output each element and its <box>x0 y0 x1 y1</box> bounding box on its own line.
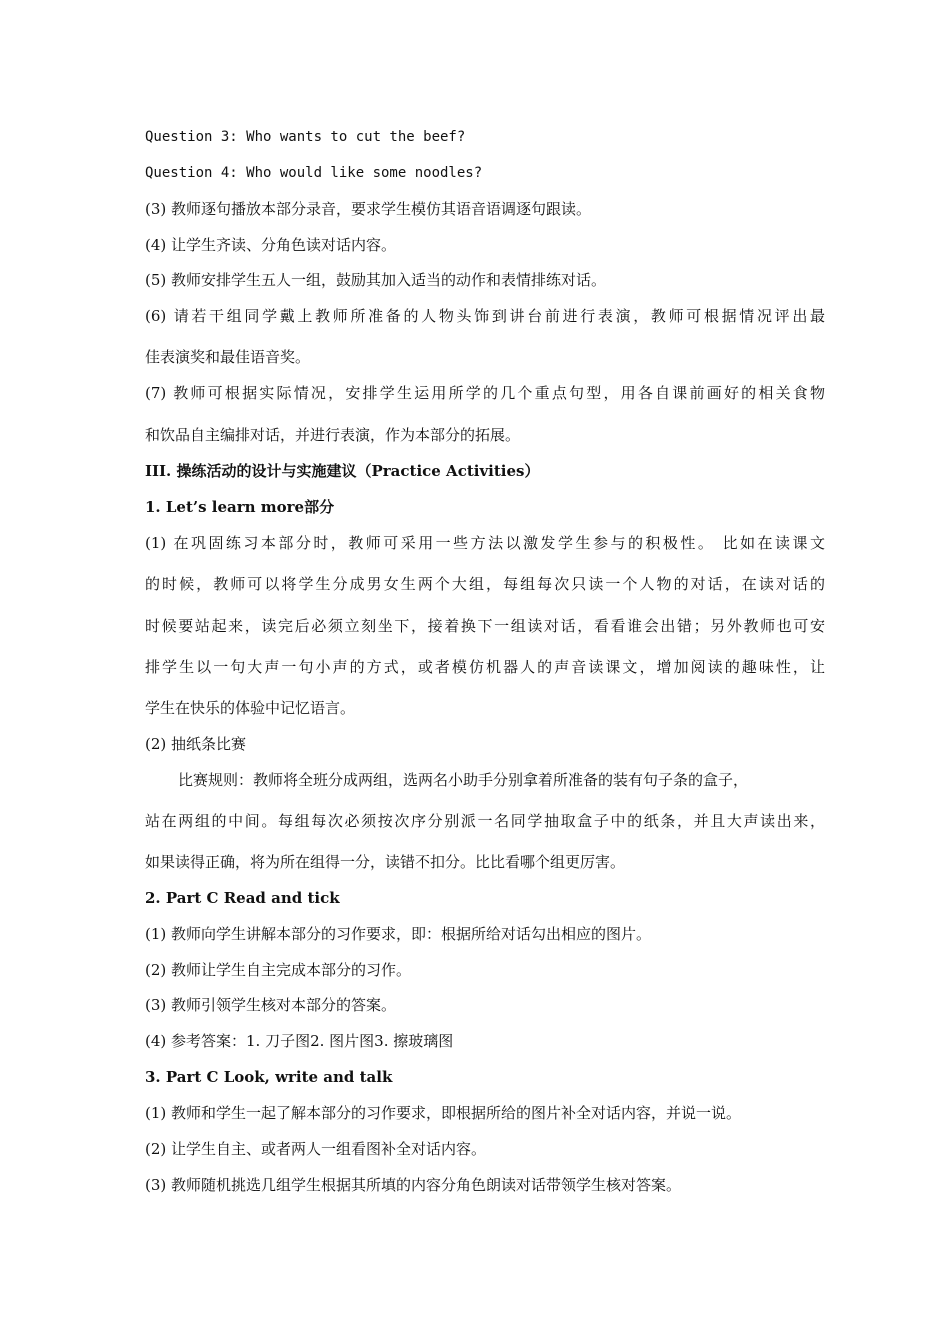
step-4: (4) 让学生齐读、分角色读对话内容。 <box>145 236 397 254</box>
step-3: (3) 教师逐句播放本部分录音，要求学生模仿其语音语调逐句跟读。 <box>145 200 592 218</box>
step-5: (5) 教师安排学生五人一组，鼓励其加入适当的动作和表情排练对话。 <box>145 271 607 289</box>
subheading-read-and-tick: 2. Part C Read and tick <box>145 889 340 907</box>
paragraph-1-line-3: 时候要站起来，读完后必须立刻坐下，接着换下一组读对话，看看谁会出错；另外教师也可安 <box>145 617 825 635</box>
question-4: Question 4: Who would like some noodles? <box>145 165 483 181</box>
tick-step-2: (2) 教师让学生自主完成本部分的习作。 <box>145 961 412 979</box>
game-rules-line-1: 比赛规则：教师将全班分成两组，选两名小助手分别拿着所准备的装有句子条的盒子， <box>178 771 749 789</box>
section-heading-practice: III. 操练活动的设计与实施建议（Practice Activities） <box>145 462 540 480</box>
step-6-line-1: (6) 请若干组同学戴上教师所准备的人物头饰到讲台前进行表演，教师可根据情况评出最 <box>145 307 825 325</box>
tick-step-4-answers: (4) 参考答案：1. 刀子图2. 图片图3. 擦玻璃图 <box>145 1032 454 1050</box>
paragraph-1-line-4: 排学生以一句大声一句小声的方式，或者模仿机器人的声音读课文，增加阅读的趣味性，让 <box>145 658 825 676</box>
step-6-line-2: 佳表演奖和最佳语音奖。 <box>145 348 311 366</box>
paragraph-1-line-5: 学生在快乐的体验中记忆语言。 <box>145 699 356 717</box>
paragraph-1-line-2: 的时候，教师可以将学生分成男女生两个大组，每组每次只读一个人物的对话，在读对话的 <box>145 575 825 593</box>
talk-step-3: (3) 教师随机挑选几组学生根据其所填的内容分角色朗读对话带领学生核对答案。 <box>145 1176 682 1194</box>
talk-step-1: (1) 教师和学生一起了解本部分的习作要求，即根据所给的图片补全对话内容，并说一说。 <box>145 1104 742 1122</box>
subheading-look-write-talk: 3. Part C Look, write and talk <box>145 1068 393 1086</box>
question-3: Question 3: Who wants to cut the beef? <box>145 129 466 145</box>
game-rules-line-3: 如果读得正确，将为所在组得一分，读错不扣分。比比看哪个组更厉害。 <box>145 853 626 871</box>
paragraph-1-line-1: (1) 在巩固练习本部分时，教师可采用一些方法以激发学生参与的积极性。 比如在读课文 <box>145 534 825 552</box>
subheading-lets-learn-more: 1. Let’s learn more部分 <box>145 498 335 516</box>
tick-step-1: (1) 教师向学生讲解本部分的习作要求，即：根据所给对话勾出相应的图片。 <box>145 925 652 943</box>
talk-step-2: (2) 让学生自主、或者两人一组看图补全对话内容。 <box>145 1140 487 1158</box>
game-rules-line-2: 站在两组的中间。每组每次必须按次序分别派一名同学抽取盒子中的纸条，并且大声读出来， <box>145 812 825 830</box>
step-7-line-2: 和饮品自主编排对话，并进行表演，作为本部分的拓展。 <box>145 426 521 444</box>
tick-step-3: (3) 教师引领学生核对本部分的答案。 <box>145 996 397 1014</box>
game-title: (2) 抽纸条比赛 <box>145 735 247 753</box>
step-7-line-1: (7) 教师可根据实际情况，安排学生运用所学的几个重点句型，用各自课前画好的相关食物 <box>145 384 825 402</box>
